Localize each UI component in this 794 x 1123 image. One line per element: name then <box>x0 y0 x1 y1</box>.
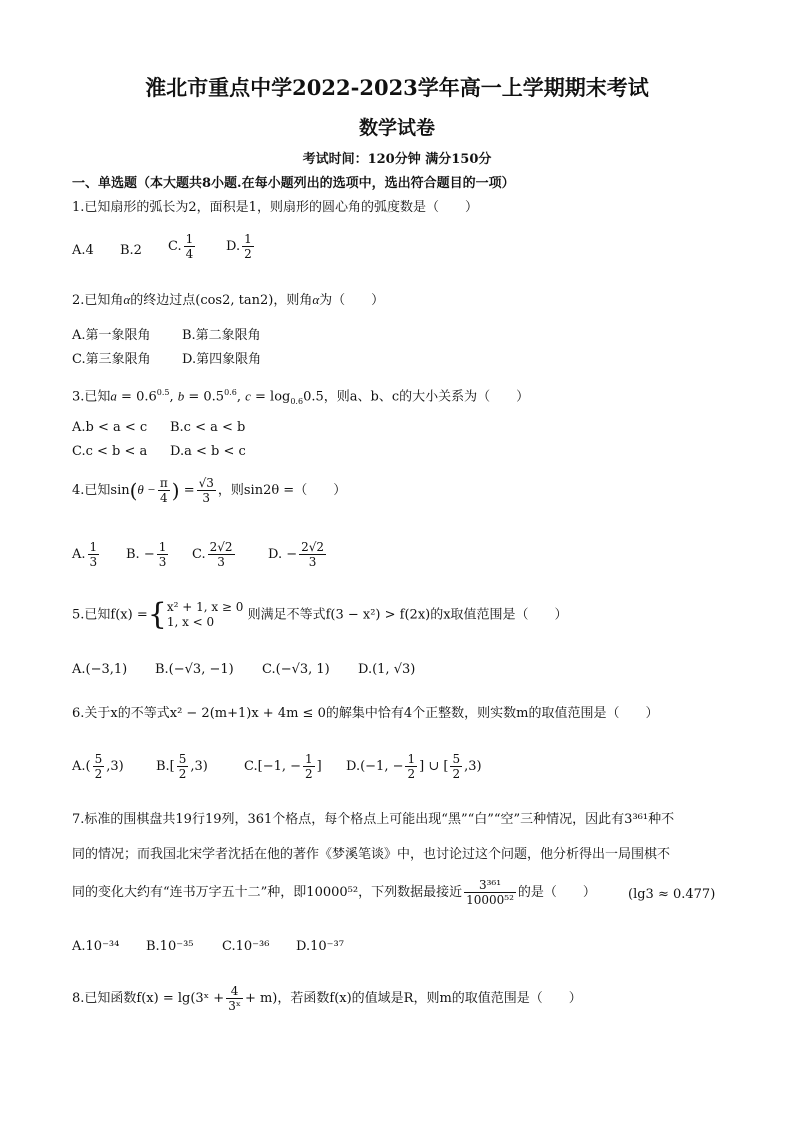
fraction: $\frac{1}{2}$ <box>244 232 252 261</box>
question-3-option-c: C.c < b < a <box>72 444 148 459</box>
fraction: $\frac{\pi}{4}$ <box>159 476 168 505</box>
section-heading: 一、单选题（本大题共8小题.在每小题列出的选项中，选出符合题目的一项） <box>72 176 515 191</box>
question-1-stem: 1.已知扇形的弧长为2，面积是1，则扇形的圆心角的弧度数是（ ） <box>72 200 478 215</box>
question-4-option-a: A. $\frac{1}{3}$ <box>72 540 98 569</box>
exam-subtitle: 数学试卷 <box>358 117 435 139</box>
question-1-option-a: A.4 <box>72 243 94 258</box>
question-7-option-c: C.10⁻³⁶ <box>222 939 270 954</box>
question-5-option-a: A.(−3,1) <box>72 662 128 677</box>
question-6-option-d: D.(−1, − $\frac{1}{2}$ ] ∪ [ $\frac{5}{2}$ ,3) <box>346 752 482 781</box>
question-3-option-b: B.c < a < b <box>170 420 246 435</box>
question-7-option-b: B.10⁻³⁵ <box>146 939 194 954</box>
question-7-line-2: 同的情况；而我国北宋学者沈括在他的著作《梦溪笔谈》中，也讨论过这个问题，他分析得出一局围棋不 <box>72 847 671 862</box>
question-3-option-d: D.a < b < c <box>170 444 246 459</box>
question-7-line-3: 同的变化大约有“连书万字五十二”种，即10000⁵²，下列数据最接近 $\frac{\text{3³⁶¹}}{\text{10000⁵²}}$ 的是（ ） <box>72 878 596 907</box>
question-1-option-d <box>226 232 256 261</box>
fraction: $\frac{√3}{3}$ <box>198 476 214 505</box>
question-4-option-d: D. − $\frac{2√2}{3}$ <box>268 540 325 569</box>
question-3-option-a: A.b < a < c <box>72 420 148 435</box>
question-1-option-c <box>168 232 197 261</box>
exam-title: 淮北市重点中学2022-2023学年高一上学期期末考试 <box>145 75 649 100</box>
question-6-option-b: B.[ $\frac{5}{2}$ ,3) <box>156 752 208 781</box>
question-1-option-b: B.2 <box>120 243 142 258</box>
question-4-option-b: B. − $\frac{1}{3}$ <box>126 540 167 569</box>
question-2-option-d: D.第四象限角 <box>182 352 262 367</box>
question-6-option-a: A.( $\frac{5}{2}$ ,3) <box>72 752 124 781</box>
fraction: $\frac{4}{\text{3ˣ}}$ <box>228 984 241 1013</box>
question-4-option-c: C. $\frac{2√2}{3}$ <box>192 540 233 569</box>
question-7-hint: (lg3 ≈ 0.477) <box>628 887 716 902</box>
question-7-option-a: A.10⁻³⁴ <box>72 939 120 954</box>
question-8-stem: 8.已知函数f(x) = lg(3ˣ + $\frac{4}{\text{3ˣ}}$ + m)，若函数f(x)的值域是R，则m的取值范围是（ ） <box>72 984 582 1013</box>
question-5-option-b: B.(−√3, −1) <box>155 662 234 677</box>
question-7-option-d: D.10⁻³⁷ <box>296 939 344 954</box>
exam-info: 考试时间：120分钟 满分150分 <box>302 152 492 167</box>
piecewise-cases: x² + 1, x ≥ 0 1, x < 0 <box>166 600 244 629</box>
question-5-option-d: D.(1, √3) <box>358 662 416 677</box>
question-6-option-c: C.[−1, − $\frac{1}{2}$ ] <box>244 752 322 781</box>
option-label: C. <box>168 239 182 254</box>
question-2-option-b: B.第二象限角 <box>182 328 261 343</box>
question-4-stem: 4.已知sin(θ − $\frac{\pi}{4}$ ) = $\frac{√3}{3}$ ，则sin2θ =（ ） <box>72 476 347 505</box>
question-2-option-a: A.第一象限角 <box>72 328 151 343</box>
question-7-line-1: 7.标准的围棋盘共19行19列，361个格点，每个格点上可能出现“黑”“白”“空”三种情况，因此有3³⁶¹种不 <box>72 812 675 827</box>
question-3-stem: 3.已知$a = 0.6^{0.5}$, $b = 0.5^{0.6}$, $c = \log_{0.6}0.5$，则a、b、c的大小关系为（ ） <box>72 388 530 406</box>
question-5-option-c: C.(−√3, 1) <box>262 662 330 677</box>
question-6-stem: 6.关于x的不等式x² − 2(m+1)x + 4m ≤ 0的解集中恰有4个正整数，则实数m的取值范围是（ ） <box>72 706 659 721</box>
question-5-stem: 5.已知f(x) ={ x² + 1, x ≥ 0 1, x < 0 则满足不等式f(3 − x²) > f(2x)的x取值范围是（ ） <box>72 597 568 632</box>
question-2-stem: 2.已知角α的终边过点(cos2, tan2)，则角α为（ ） <box>72 292 385 308</box>
option-label: D. <box>226 239 241 254</box>
fraction: $\frac{\text{3³⁶¹}}{\text{10000⁵²}}$ <box>466 878 514 907</box>
question-2-option-c: C.第三象限角 <box>72 352 151 367</box>
fraction: $\frac{1}{4}$ <box>185 232 194 261</box>
